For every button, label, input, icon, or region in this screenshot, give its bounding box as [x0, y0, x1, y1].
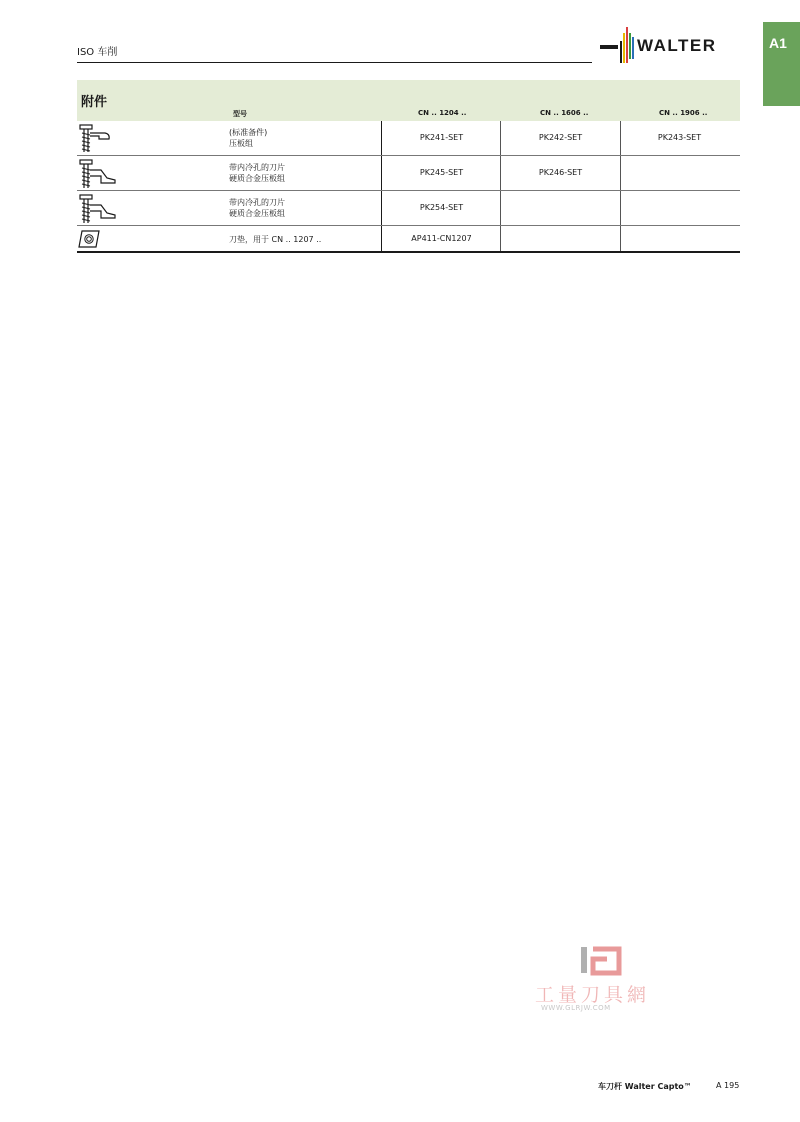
header-divider: [77, 62, 592, 63]
row-description: 带内冷孔的刀片 硬质合金压板组: [229, 198, 285, 218]
cell-value: PK241-SET: [419, 133, 464, 142]
section-label: ISO 车削: [77, 47, 118, 58]
cell-value: PK254-SET: [419, 203, 464, 212]
table-title: 附件: [81, 95, 108, 110]
table-header: [77, 80, 740, 121]
cell-value: AP411-CN1207: [411, 234, 472, 243]
chapter-tab[interactable]: [763, 22, 800, 106]
column-cn1606: CN .. 1606 ..: [540, 109, 589, 117]
watermark: [535, 945, 675, 1015]
table-bottom-rule: [77, 251, 740, 253]
clamp-coolant-icon: [77, 158, 117, 190]
row-description: (标准备件) 压板组: [229, 128, 268, 148]
table-row: [77, 226, 740, 251]
clamp-icon: [77, 124, 117, 154]
shim-icon: [77, 229, 101, 249]
watermark-text: 工量刀具網: [535, 984, 651, 1006]
clamp-coolant-icon: [77, 193, 117, 225]
cell-value: PK243-SET: [657, 133, 702, 142]
logo-stripes-icon: [620, 27, 636, 63]
row-description: 刀垫，用于 CN .. 1207 ..: [229, 235, 322, 244]
column-cn1906: CN .. 1906 ..: [659, 109, 708, 117]
watermark-url: WWW.GLRJW.COM: [541, 1004, 611, 1012]
chapter-tab-label: A1: [769, 35, 787, 51]
logo-bar: [600, 45, 618, 49]
cell-value: PK246-SET: [538, 168, 583, 177]
page-number: A 195: [716, 1081, 740, 1090]
table-row: [77, 156, 740, 190]
row-description: 带内冷孔的刀片 硬质合金压板组: [229, 163, 285, 183]
table-row: [77, 191, 740, 225]
logo-text: WALTER: [637, 36, 717, 55]
cell-value: PK242-SET: [538, 133, 583, 142]
column-cn1204: CN .. 1204 ..: [418, 109, 467, 117]
column-type: 型号: [233, 110, 247, 118]
table-row: [77, 121, 740, 155]
cell-value: PK245-SET: [419, 168, 464, 177]
walter-logo: [600, 27, 740, 63]
watermark-logo-icon: [579, 945, 625, 977]
footer-title: 车刀杆 Walter Capto™: [598, 1082, 692, 1091]
